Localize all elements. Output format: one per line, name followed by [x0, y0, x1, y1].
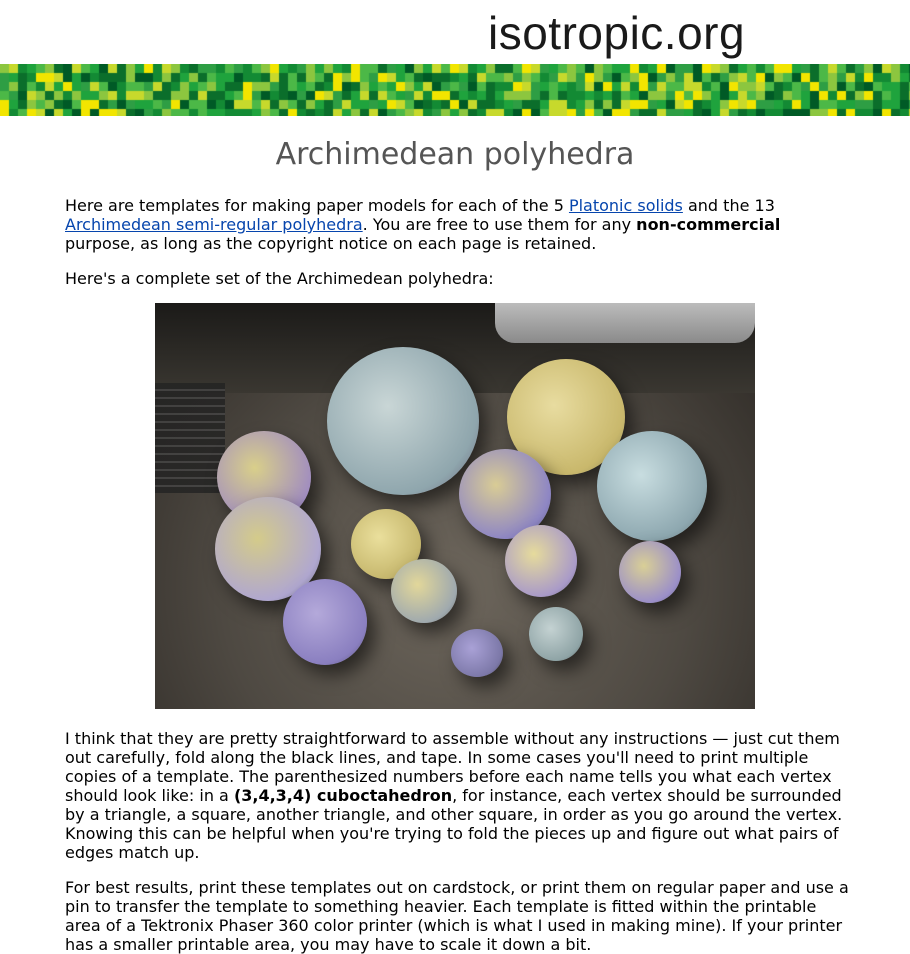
best-results-paragraph: [65, 878, 855, 954]
non-commercial-emphasis: non-commercial: [636, 215, 781, 234]
intro-text-1: Here are templates for making paper models for each of the 5: [65, 196, 569, 215]
set-caption-text: Here's a complete set of the Archimedean polyhedra:: [65, 269, 494, 288]
archimedean-polyhedra-link[interactable]: Archimedean semi-regular polyhedra: [65, 215, 363, 234]
cuboctahedron-example: (3,4,3,4) cuboctahedron: [233, 786, 453, 805]
page-title: Archimedean polyhedra: [275, 137, 635, 172]
instructions-paragraph: [65, 729, 855, 862]
instructions-text-1: I think that they are pretty straightforward to assemble without any instructions — just cut them out carefully, fold along the black lines, and tape. In some cases you'll need to print multiple copies of a template. The parenthesized numbers before each name tells you what each vertex should look like: in a: [65, 729, 840, 805]
site-title[interactable]: isotropic.org: [488, 7, 746, 59]
intro-text-4: purpose, as long as the copyright notice on each page is retained.: [65, 234, 597, 253]
instructions-text-2: , for instance, each vertex should be surrounded by a triangle, a square, another triangle, and other square, in order as you go around the vertex. Knowing this can be helpful when you're trying to fold the pieces up and figure out what pairs of edges match up.: [65, 786, 843, 862]
mosaic-banner: [0, 64, 910, 116]
intro-paragraph: [65, 196, 855, 253]
platonic-solids-link[interactable]: Platonic solids: [568, 196, 683, 215]
intro-text-2: and the 13: [682, 196, 775, 215]
best-results-text: For best results, print these templates out on cardstock, or print them on regular paper and use a pin to transfer the template to something heavier. Each template is fitted within the printable area of a Tektronix Phaser 360 color printer (which is what I used in making mine). If your printer has a smaller printable area, you may have to scale it down a bit.: [65, 878, 849, 954]
intro-text-3: . You are free to use them for any: [362, 215, 637, 234]
polyhedra-photo: [155, 303, 755, 709]
set-caption: [65, 269, 855, 288]
